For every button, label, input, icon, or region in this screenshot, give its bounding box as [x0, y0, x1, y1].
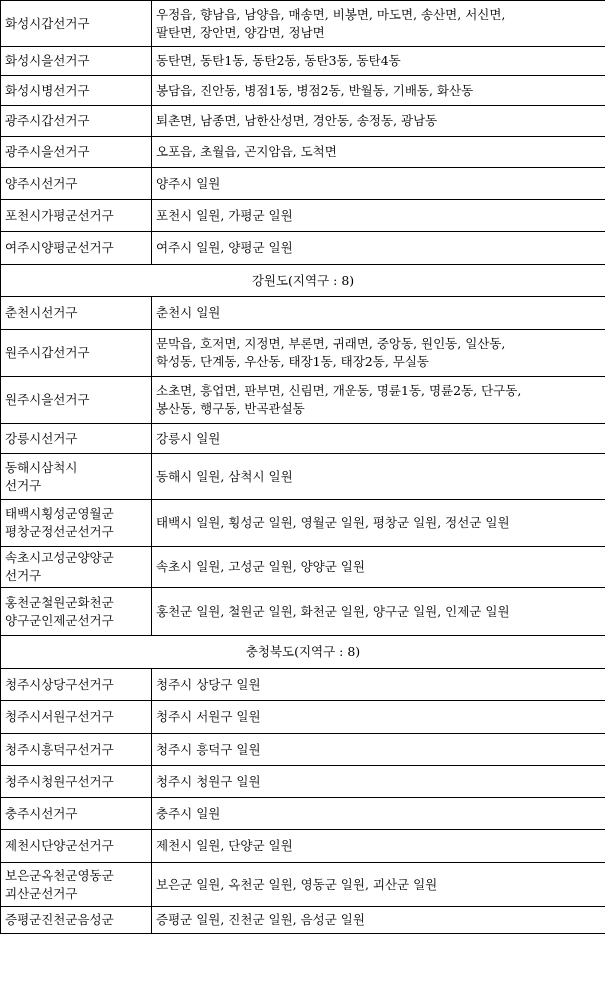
- table-row: [1, 701, 605, 734]
- district-area-cell: 양주시 일원: [152, 168, 605, 200]
- district-area-cell: 오포읍, 초월읍, 곤지암읍, 도척면: [152, 137, 605, 168]
- table-row: [1, 454, 605, 500]
- table-row: [1, 424, 605, 454]
- district-name-cell: 화성시병선거구: [1, 76, 152, 106]
- district-area-cell: 여주시 일원, 양평군 일원: [152, 232, 605, 265]
- district-area-cell: 동해시 일원, 삼척시 일원: [152, 454, 605, 500]
- district-name-cell: 원주시갑선거구: [1, 330, 152, 377]
- district-name-cell: 춘천시선거구: [1, 297, 152, 330]
- table-row: [1, 232, 605, 265]
- district-name-cell: 홍천군철원군화천군 양구군인제군선거구: [1, 588, 152, 636]
- district-name-cell: 화성시을선거구: [1, 47, 152, 76]
- district-area-cell: 문막읍, 호저면, 지정면, 부론면, 귀래면, 중앙동, 원인동, 일산동, 학성동, 단계동, 우산동, 태장1동, 태장2동, 무실동: [152, 330, 605, 377]
- district-name-cell: 보은군옥천군영동군 괴산군선거구: [1, 863, 152, 907]
- section-header-row: [1, 265, 605, 297]
- table-row: [1, 863, 605, 907]
- district-area-cell: 청주시 흥덕구 일원: [152, 734, 605, 766]
- table-row: [1, 377, 605, 424]
- district-area-cell: 제천시 일원, 단양군 일원: [152, 830, 605, 863]
- district-name-cell: 광주시갑선거구: [1, 106, 152, 137]
- district-name-cell: 여주시양평군선거구: [1, 232, 152, 265]
- district-area-cell: 동탄면, 동탄1동, 동탄2동, 동탄3동, 동탄4동: [152, 47, 605, 76]
- table-row: [1, 547, 605, 588]
- district-area-cell: 보은군 일원, 옥천군 일원, 영동군 일원, 괴산군 일원: [152, 863, 605, 907]
- district-name-cell: 포천시가평군선거구: [1, 200, 152, 232]
- district-name-cell: 증평군진천군음성군: [1, 907, 152, 934]
- section-title: 강원도(지역구 : 8): [1, 265, 605, 297]
- district-name-cell: 제천시단양군선거구: [1, 830, 152, 863]
- table-row: [1, 297, 605, 330]
- table-row: [1, 500, 605, 547]
- district-name-cell: 청주시청원구선거구: [1, 766, 152, 798]
- district-name-cell: 속초시고성군양양군 선거구: [1, 547, 152, 588]
- table-row: [1, 330, 605, 377]
- table-row: [1, 1, 605, 47]
- section-header-row: [1, 636, 605, 669]
- district-area-cell: 우정읍, 향남읍, 남양읍, 매송면, 비봉면, 마도면, 송산면, 서신면, 팔탄면, 장안면, 양감면, 정남면: [152, 1, 605, 47]
- table-row: [1, 830, 605, 863]
- district-name-cell: 동해시삼척시 선거구: [1, 454, 152, 500]
- district-name-cell: 청주시상당구선거구: [1, 669, 152, 701]
- table-row: [1, 200, 605, 232]
- district-area-cell: 증평군 일원, 진천군 일원, 음성군 일원: [152, 907, 605, 934]
- table-row: [1, 137, 605, 168]
- table-row: [1, 766, 605, 798]
- section-title: 충청북도(지역구 : 8): [1, 636, 605, 669]
- district-area-cell: 속초시 일원, 고성군 일원, 양양군 일원: [152, 547, 605, 588]
- table-row: [1, 168, 605, 200]
- district-name-cell: 양주시선거구: [1, 168, 152, 200]
- district-area-cell: 퇴촌면, 남종면, 남한산성면, 경안동, 송정동, 광남동: [152, 106, 605, 137]
- district-name-cell: 충주시선거구: [1, 798, 152, 830]
- district-name-cell: 원주시을선거구: [1, 377, 152, 424]
- district-area-cell: 태백시 일원, 횡성군 일원, 영월군 일원, 평창군 일원, 정선군 일원: [152, 500, 605, 547]
- district-area-cell: 청주시 상당구 일원: [152, 669, 605, 701]
- district-area-cell: 홍천군 일원, 철원군 일원, 화천군 일원, 양구군 일원, 인제군 일원: [152, 588, 605, 636]
- district-name-cell: 청주시서원구선거구: [1, 701, 152, 734]
- district-area-cell: 강릉시 일원: [152, 424, 605, 454]
- table-row: [1, 734, 605, 766]
- district-name-cell: 광주시을선거구: [1, 137, 152, 168]
- table-row: [1, 106, 605, 137]
- table-row: [1, 76, 605, 106]
- district-area-cell: 청주시 서원구 일원: [152, 701, 605, 734]
- district-name-cell: 화성시갑선거구: [1, 1, 152, 47]
- district-area-cell: 봉담읍, 진안동, 병점1동, 병점2동, 반월동, 기배동, 화산동: [152, 76, 605, 106]
- district-area-cell: 포천시 일원, 가평군 일원: [152, 200, 605, 232]
- table-row: [1, 907, 605, 934]
- table-row: [1, 588, 605, 636]
- table-row: [1, 798, 605, 830]
- district-area-cell: 충주시 일원: [152, 798, 605, 830]
- district-name-cell: 청주시흥덕구선거구: [1, 734, 152, 766]
- district-area-cell: 소초면, 흥업면, 판부면, 신림면, 개운동, 명륜1동, 명륜2동, 단구동, 봉산동, 행구동, 반곡관설동: [152, 377, 605, 424]
- district-name-cell: 태백시횡성군영월군 평창군정선군선거구: [1, 500, 152, 547]
- table-row: [1, 669, 605, 701]
- table-body: [1, 1, 605, 934]
- district-name-cell: 강릉시선거구: [1, 424, 152, 454]
- district-area-cell: 춘천시 일원: [152, 297, 605, 330]
- table-row: [1, 47, 605, 76]
- district-area-cell: 청주시 청원구 일원: [152, 766, 605, 798]
